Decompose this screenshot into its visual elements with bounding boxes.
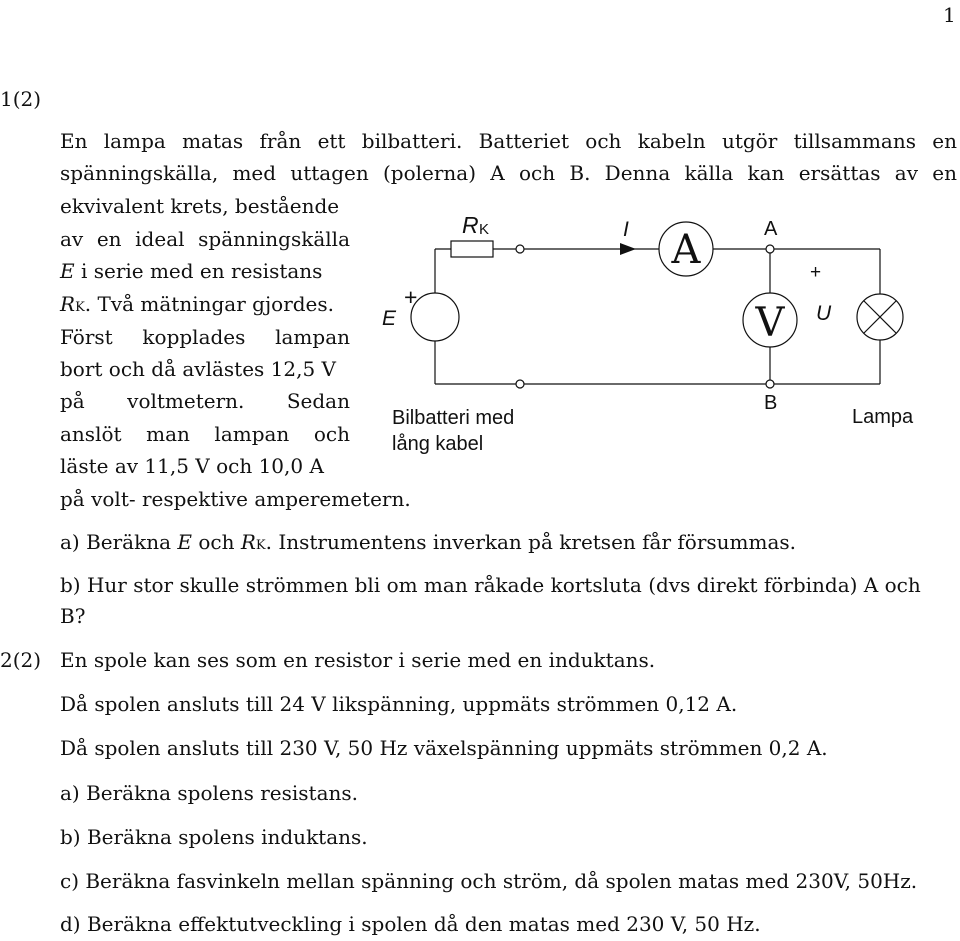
label-r: R [462,212,479,238]
problem2-line-1: En spole kan ses som en resistor i serie med en induktans. [60,648,656,672]
symbol-R: R [60,292,76,316]
battery-label-line2: lång kabel [392,433,484,455]
resistor-rk [451,241,493,257]
terminal-bottom-left [516,380,524,388]
problem1-intro-line2: spänningskälla, med uttagen (polerna) A och B. Denna källa kan ersättas av en [60,161,957,185]
problem1-wrap-line-10: på volt- respektive amperemetern. [60,487,411,511]
problem2-line-2: Då spolen ansluts till 24 V likspänning, uppmäts strömmen 0,12 A. [60,692,738,716]
problem1-wrap-line-9: läste av 11,5 V och 10,0 A [60,454,324,478]
node-a-label: A [764,218,778,240]
problem2-question-b: b) Beräkna spolens induktans. [60,825,368,849]
problem2-question-c: c) Beräkna fasvinkeln mellan spänning och ström, då spolen matas med 230V, 50Hz. [60,869,918,893]
problem1-question-b-line1: b) Hur stor skulle strömmen bli om man råkade kortsluta (dvs direkt förbinda) A och [60,573,921,597]
battery-label-line1: Bilbatteri med [392,407,515,429]
page-number: 1 [943,3,956,27]
q-a-symbol-r: R [240,530,256,554]
label-e: E [382,307,397,330]
terminal-top-left [516,245,524,253]
current-arrow [620,243,636,255]
wrap-line-3-text: i serie med en resistans [74,259,323,283]
q-a-symbol-e: E [177,530,192,554]
problem1-question-b-line2: B? [60,604,86,628]
label-i: I [623,218,629,241]
ammeter-label: A [671,227,701,273]
problem1-question-a [60,532,796,552]
problem2-line-3: Då spolen ansluts till 230 V, 50 Hz växelspänning uppmäts strömmen 0,2 A. [60,736,828,760]
problem1-intro-line1: En lampa matas från ett bilbatteri. Batteriet och kabeln utgör tillsammans en [60,129,957,153]
problem1-wrap-line-8: anslöt man lampan och [60,422,350,446]
symbol-E: E [60,259,75,283]
problem2-number: 2(2) [0,648,42,672]
voltmeter-label: V [755,300,785,346]
symbol-K: K [75,300,85,315]
problem1-number: 1(2) [0,87,42,111]
q-a-pre: a) Beräkna [60,530,178,554]
u-plus-label: + [810,262,822,283]
problem1-wrap-line-6: bort och då avlästes 12,5 V [60,357,336,381]
terminal-b [766,380,774,388]
q-a-mid: och [192,530,241,554]
node-b-label: B [764,392,778,414]
label-k: K [479,221,490,238]
q-a-symbol-k: K [255,538,266,553]
problem1-wrap-line-7: på voltmetern. Sedan [60,389,350,413]
voltage-source [411,293,459,341]
q-a-post: . Instrumentens inverkan på kretsen får försummas. [265,530,797,554]
source-plus-label: + [404,284,418,310]
lamp-label: Lampa [852,406,914,428]
problem2-question-d: d) Beräkna effektutveckling i spolen då den matas med 230 V, 50 Hz. [60,912,761,936]
problem1-wrap-line-2: av en ideal spänningskälla [60,227,350,251]
terminal-a [766,245,774,253]
problem1-wrap-line-5: Först kopplades lampan [60,325,350,349]
problem2-question-a: a) Beräkna spolens resistans. [60,781,359,805]
problem1-wrap-line-1: ekvivalent krets, bestående [60,194,340,218]
label-u: U [816,302,832,325]
wrap-line-4-text: . Två mätningar gjordes. [84,292,335,316]
